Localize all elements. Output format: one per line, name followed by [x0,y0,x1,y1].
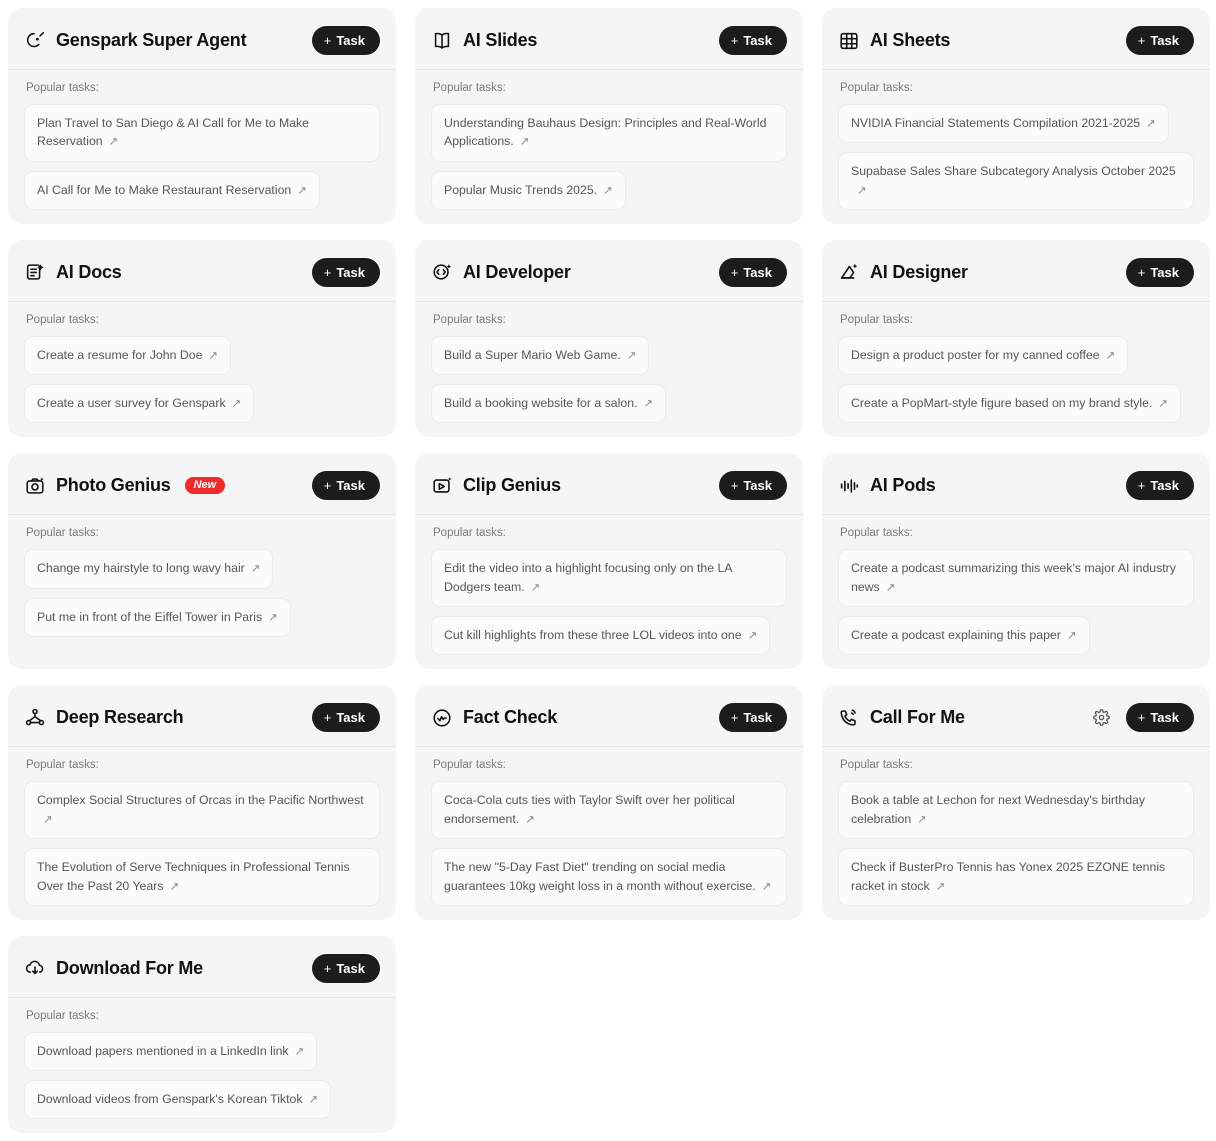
popular-tasks-label: Popular tasks: [840,82,913,94]
popular-task-item[interactable] [838,616,1090,655]
card-title: Download For Me [56,957,203,978]
agent-card-fact-check [415,685,803,919]
popular-task-item[interactable] [838,549,1194,607]
open-arrow-icon: ↗ [935,880,946,893]
popular-task-list [431,549,787,655]
plus-icon: + [1137,33,1146,48]
popular-task-text: Book a table at Lechon for next Wednesday's birthday celebration [851,793,1146,826]
plus-icon: + [323,710,332,726]
add-task-button[interactable] [312,258,380,287]
popular-task-text: Complex Social Structures of Orcas in the Pacific Northwest [37,793,364,808]
add-task-label: Task [743,710,772,726]
add-task-label: Task [743,264,772,280]
card-header [415,240,803,302]
add-task-button[interactable] [312,954,380,983]
popular-task-text: Edit the video into a highlight focusing only on the LA Dodgers team. [444,561,732,594]
popular-task-list [24,336,380,424]
open-arrow-icon: ↗ [250,563,261,576]
card-header [8,240,396,302]
popular-task-list [838,549,1194,655]
open-arrow-icon: ↗ [294,1045,305,1058]
open-arrow-icon: ↗ [761,880,772,893]
card-title: Deep Research [56,707,184,728]
popular-task-item[interactable] [431,384,666,423]
popular-task-text: Build a Super Mario Web Game. [444,347,621,362]
popular-task-text: Supabase Sales Share Subcategory Analysis October 2025 [851,164,1176,179]
open-arrow-icon: ↗ [530,581,541,594]
add-task-button[interactable] [312,471,380,500]
open-arrow-icon: ↗ [525,813,535,826]
card-title: AI Pods [870,475,936,496]
popular-task-item[interactable] [431,104,787,162]
card-body [8,998,396,1120]
popular-tasks-label: Popular tasks: [840,527,913,540]
card-body [415,70,803,210]
plus-icon: + [1137,710,1146,726]
agent-card-call-for-me [822,685,1210,919]
add-task-label: Task [743,478,772,494]
card-header [822,685,1210,747]
add-task-label: Task [1150,264,1179,280]
plus-icon: + [730,33,739,48]
popular-task-item[interactable] [838,848,1194,906]
sheets-icon [838,30,860,52]
call-for-me-icon [838,707,860,729]
popular-task-item[interactable] [24,848,380,906]
popular-task-text: Download papers mentioned in a LinkedIn link [37,1043,289,1058]
popular-task-item[interactable] [431,848,787,906]
card-title: AI Docs [56,261,122,282]
fact-check-icon [431,707,453,729]
card-title: AI Slides [463,30,538,50]
agent-card-genspark-super-agent [8,8,396,224]
card-body [415,747,803,905]
popular-task-text: Popular Music Trends 2025. [444,182,598,197]
add-task-button[interactable] [1126,471,1194,500]
photo-genius-icon [24,475,46,497]
card-title: Call For Me [870,707,965,728]
popular-task-item[interactable] [24,549,273,588]
card-header [415,453,803,515]
add-task-label: Task [336,264,365,280]
add-task-label: Task [1150,710,1179,726]
popular-tasks-label: Popular tasks: [433,313,506,326]
add-task-button[interactable] [719,258,787,287]
agent-card-photo-genius [8,453,396,669]
popular-task-text: Create a user survey for Genspark [37,396,226,411]
add-task-button[interactable] [312,26,380,55]
popular-task-item[interactable] [838,152,1194,210]
open-arrow-icon: ↗ [308,1094,319,1106]
popular-tasks-label: Popular tasks: [433,527,506,540]
card-body [415,302,803,424]
popular-task-text: The Evolution of Serve Techniques in Professional Tennis Over the Past 20 Years [37,860,350,893]
card-title: Clip Genius [463,475,561,496]
open-arrow-icon: ↗ [643,398,654,411]
popular-task-item[interactable] [431,171,626,210]
open-arrow-icon: ↗ [519,136,530,149]
agent-card-ai-pods [822,453,1210,669]
popular-task-text: Create a podcast explaining this paper [851,628,1061,643]
open-arrow-icon: ↗ [885,581,896,594]
agent-card-ai-designer [822,240,1210,438]
card-header [822,8,1210,70]
slides-icon [431,30,453,52]
popular-tasks-label: Popular tasks: [26,313,99,326]
card-title: AI Sheets [870,30,951,50]
popular-task-text: NVIDIA Financial Statements Compilation 2021-2025 [851,116,1141,130]
open-arrow-icon: ↗ [297,184,307,197]
popular-task-item[interactable] [24,1032,317,1071]
plus-icon: + [323,478,332,494]
agent-card-ai-docs [8,240,396,438]
pods-icon [838,475,860,497]
developer-icon [431,261,453,283]
deep-research-icon [24,707,46,729]
docs-icon [24,261,46,283]
add-task-label: Task [336,478,365,494]
gear-icon[interactable] [1090,706,1114,730]
card-body [822,515,1210,655]
open-arrow-icon: ↗ [603,184,613,197]
add-task-label: Task [1150,478,1179,494]
add-task-label: Task [336,710,365,726]
open-arrow-icon: ↗ [108,136,119,149]
add-task-button[interactable] [719,703,787,732]
popular-task-text: Coca-Cola cuts ties with Taylor Swift over her political endorsement. [444,793,735,826]
add-task-button[interactable] [1126,703,1194,732]
popular-task-text: Create a podcast summarizing this week's major AI industry news [851,561,1176,594]
popular-task-list [24,549,380,637]
open-arrow-icon: ↗ [857,184,867,197]
popular-task-item[interactable] [24,171,320,210]
add-task-button[interactable] [1126,258,1194,287]
popular-task-item[interactable] [24,104,380,162]
agent-card-ai-slides [415,8,803,224]
add-task-button[interactable] [719,471,787,500]
open-arrow-icon: ↗ [1158,398,1169,411]
popular-task-item[interactable] [431,336,649,375]
card-body [822,302,1210,424]
open-arrow-icon: ↗ [1105,349,1116,362]
add-task-label: Task [336,960,365,976]
open-arrow-icon: ↗ [1066,630,1077,643]
popular-task-list [24,1032,380,1120]
card-title: Fact Check [463,707,558,728]
agent-card-clip-genius [415,453,803,669]
plus-icon: + [730,478,739,494]
add-task-button[interactable] [1126,26,1194,55]
agent-card-deep-research [8,685,396,919]
open-arrow-icon: ↗ [231,398,242,411]
popular-task-text: Put me in front of the Eiffel Tower in Paris [37,609,263,624]
card-body [415,515,803,655]
popular-tasks-label: Popular tasks: [433,759,506,772]
agent-card-ai-sheets [822,8,1210,224]
card-header [8,8,396,70]
popular-task-text: AI Call for Me to Make Restaurant Reservation [37,182,292,197]
popular-task-list [24,781,380,905]
card-header [8,453,396,515]
popular-task-item[interactable] [431,549,787,607]
super-agent-icon [24,30,46,52]
card-header [8,936,396,998]
popular-task-list [431,336,787,424]
card-title: Photo Genius [56,475,171,496]
open-arrow-icon: ↗ [917,813,927,826]
agent-card-download-for-me [8,936,396,1134]
popular-task-item[interactable] [838,781,1194,839]
card-body [822,70,1210,210]
popular-task-text: Download videos from Genspark's Korean Tiktok [37,1092,303,1106]
plus-icon: + [1137,478,1146,494]
plus-icon: + [730,264,739,280]
add-task-label: Task [1150,33,1179,48]
popular-task-item[interactable] [24,336,231,375]
open-arrow-icon: ↗ [43,813,53,826]
open-arrow-icon: ↗ [268,611,278,624]
popular-tasks-label: Popular tasks: [26,1009,99,1022]
plus-icon: + [323,960,332,976]
card-header [822,240,1210,302]
card-header [8,685,396,747]
download-for-me-icon [24,957,46,979]
popular-task-list [431,781,787,905]
card-title: Genspark Super Agent [56,30,247,50]
card-body [8,70,396,210]
card-title: AI Developer [463,261,571,282]
open-arrow-icon: ↗ [626,349,637,362]
add-task-button[interactable] [312,703,380,732]
plus-icon: + [323,33,332,48]
popular-task-item[interactable] [24,384,254,423]
popular-tasks-label: Popular tasks: [26,759,99,772]
popular-task-item[interactable] [838,384,1181,423]
popular-task-text: Design a product poster for my canned coffee [851,347,1100,362]
card-header [415,8,803,70]
card-header [822,453,1210,515]
add-task-label: Task [743,33,772,48]
popular-task-item[interactable] [838,104,1169,143]
card-body [8,747,396,905]
popular-task-text: Plan Travel to San Diego & AI Call for Me to Make Reservation [37,116,310,149]
popular-task-text: Cut kill highlights from these three LOL videos into one [444,628,742,643]
popular-task-text: Create a resume for John Doe [37,347,203,362]
open-arrow-icon: ↗ [1146,118,1156,130]
card-body [8,515,396,637]
card-header [415,685,803,747]
plus-icon: + [1137,264,1146,280]
card-body [822,747,1210,905]
popular-task-list [838,336,1194,424]
popular-task-text: Understanding Bauhaus Design: Principles and Real-World Applications. [444,116,767,149]
popular-task-item[interactable] [24,1080,331,1119]
plus-icon: + [323,264,332,280]
open-arrow-icon: ↗ [169,880,180,893]
clip-genius-icon [431,475,453,497]
popular-tasks-label: Popular tasks: [26,527,99,540]
popular-task-item[interactable] [431,616,770,655]
popular-task-list [838,781,1194,905]
open-arrow-icon: ↗ [208,349,219,362]
popular-task-text: Build a booking website for a salon. [444,396,638,411]
card-title: AI Designer [870,261,968,282]
popular-task-item[interactable] [431,781,787,839]
plus-icon: + [730,710,739,726]
add-task-button[interactable] [719,26,787,55]
popular-tasks-label: Popular tasks: [840,759,913,772]
popular-task-text: The new "5-Day Fast Diet" trending on social media guarantees 10kg weight loss in a month without exercise. [444,860,756,893]
popular-task-list [838,104,1194,210]
popular-tasks-label: Popular tasks: [840,313,913,326]
designer-icon [838,261,860,283]
card-body [8,302,396,424]
popular-task-item[interactable] [24,781,380,839]
popular-task-text: Check if BusterPro Tennis has Yonex 2025 EZONE tennis racket in stock [851,860,1166,893]
popular-task-text: Change my hairstyle to long wavy hair [37,561,245,576]
popular-tasks-label: Popular tasks: [433,82,506,94]
popular-task-list [431,104,787,210]
popular-task-list [24,104,380,210]
popular-tasks-label: Popular tasks: [26,82,99,94]
popular-task-item[interactable] [24,598,291,637]
popular-task-item[interactable] [838,336,1128,375]
add-task-label: Task [336,33,365,48]
new-badge: New [185,477,226,494]
open-arrow-icon: ↗ [747,630,758,643]
popular-task-text: Create a PopMart-style figure based on my brand style. [851,396,1153,411]
agent-card-ai-developer [415,240,803,438]
